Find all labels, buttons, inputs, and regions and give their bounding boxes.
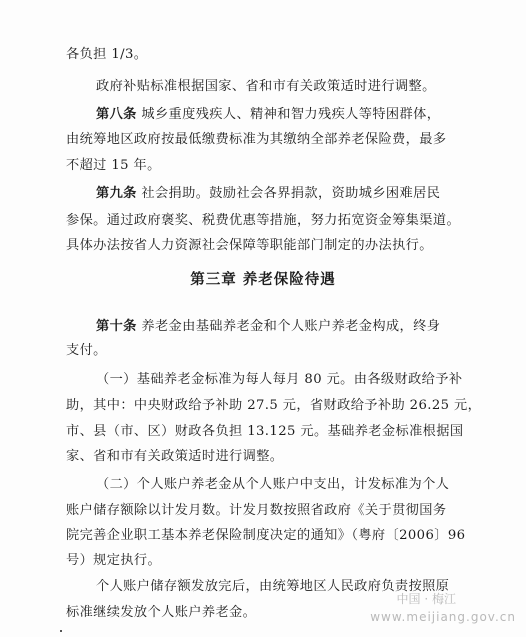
text-line-10: 支付。	[66, 343, 107, 358]
text-line-16: 账户储存额除以计发月数。计发月数按照省政府《关于贯彻国务	[66, 503, 447, 518]
text-line-14: 家、省和市有关政策适时进行调整。	[66, 449, 284, 464]
text-line-7: 参保。通过政府褒奖、税费优惠等措施，努力拓宽资金筹集渠道。	[66, 213, 461, 228]
text-line-5: 不超过 15 年。	[66, 158, 161, 173]
text-line-12: 助，其中：中央财政给予补助 27.5 元，省财政给予补助 26.25 元，	[66, 398, 482, 413]
article-10-heading: 第十条 养老金由基础养老金和个人账户养老金构成，终身	[96, 319, 441, 334]
text-line-17: 院完善企业职工基本养老保险制度决定的通知》（粤府〔2006〕96	[66, 528, 466, 543]
text-line-8: 具体办法按省人力资源社会保障等职能部门制定的办法执行。	[66, 238, 433, 253]
text-line-4: 由统筹地区政府按最低缴费标准为其缴纳全部养老保险费，最多	[66, 132, 447, 147]
chapter-title: 第三章 养老保险待遇	[190, 271, 336, 288]
text-line-1: 各负担 1/3。	[66, 47, 148, 62]
text-line-11: （一）基础养老金标准为每人每月 80 元。由各级财政给予补	[96, 372, 463, 387]
text-line-19: 个人账户储存额发放完后，由统筹地区人民政府负责按照原	[96, 579, 450, 594]
text-line-18: 号）规定执行。	[66, 553, 162, 568]
text-line-15: （二）个人账户养老金从个人账户中支出，计发标准为个人	[96, 477, 450, 492]
article-9-heading: 第九条 社会捐助。鼓励社会各界捐款，资助城乡困难居民	[96, 186, 441, 201]
text-line-20: 标准继续发放个人账户养老金。	[66, 605, 257, 620]
watermark-url: www.meijiang.gov.cn	[370, 610, 516, 624]
text-line-13: 市、县（市、区）财政各负担 13.125 元。基础养老金标准根据国	[66, 424, 464, 439]
article-8-heading: 第八条 城乡重度残疾人、精神和智力残疾人等特困群体，	[96, 107, 441, 122]
watermark-site-name: 中国 · 梅江	[396, 592, 456, 606]
text-line-2: 政府补贴标准根据国家、省和市有关政策适时进行调整。	[96, 79, 436, 94]
scan-speck	[60, 630, 62, 632]
